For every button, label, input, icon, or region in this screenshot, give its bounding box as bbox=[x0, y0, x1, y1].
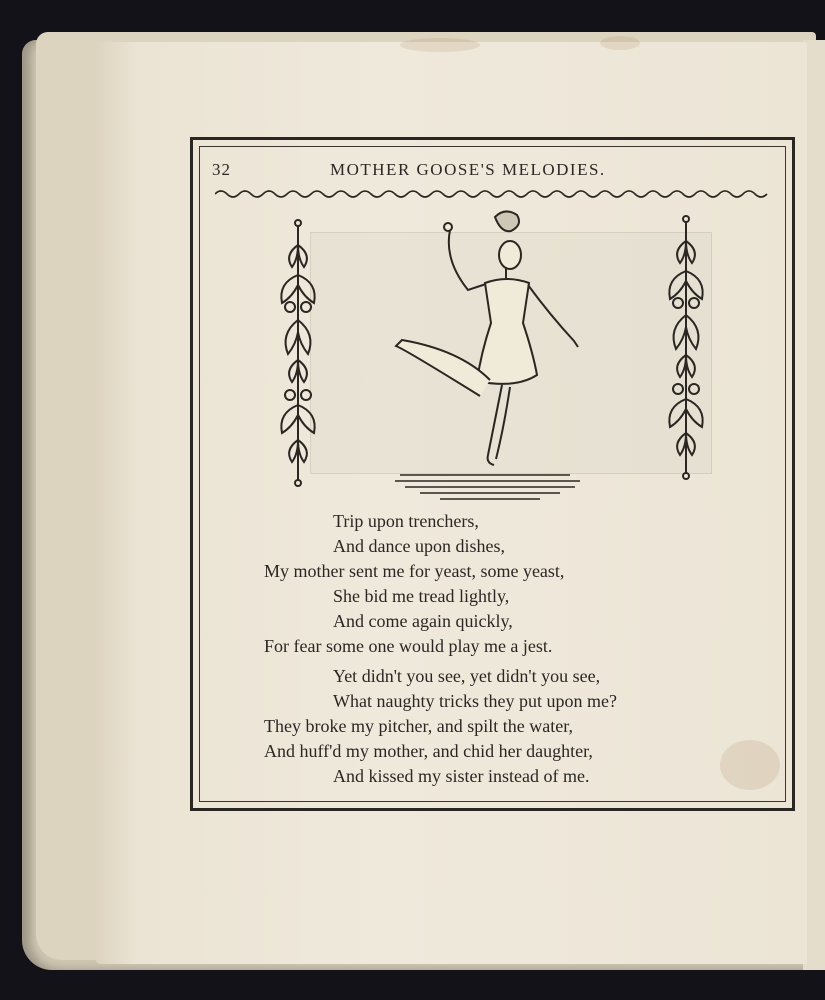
poem-line: My mother sent me for yeast, some yeast, bbox=[264, 561, 565, 581]
wavy-rule-icon bbox=[215, 184, 773, 200]
dancing-girl-icon bbox=[396, 211, 578, 465]
poem-line: Yet didn't you see, yet didn't you see, bbox=[333, 666, 601, 686]
page-number: 32 bbox=[212, 160, 231, 179]
illustration bbox=[270, 205, 720, 505]
floral-ornament-left-icon bbox=[281, 220, 314, 486]
poem-line: They broke my pitcher, and spilt the water, bbox=[264, 716, 573, 736]
running-title: MOTHER GOOSE'S MELODIES. bbox=[330, 160, 606, 179]
foxing-stain bbox=[600, 36, 640, 50]
poem-line: And huff'd my mother, and chid her daughter, bbox=[264, 741, 593, 761]
ground-shadow-icon bbox=[395, 475, 580, 499]
poem-line: And kissed my sister instead of me. bbox=[333, 766, 590, 786]
poem-line: And dance upon dishes, bbox=[333, 536, 505, 556]
floral-ornament-right-icon bbox=[669, 216, 702, 479]
poem-line: She bid me tread lightly, bbox=[333, 586, 510, 606]
poem-line: For fear some one would play me a jest. bbox=[264, 636, 553, 656]
poem-line: What naughty tricks they put upon me? bbox=[333, 691, 617, 711]
poem-line: Trip upon trenchers, bbox=[333, 511, 479, 531]
foxing-stain bbox=[400, 38, 480, 52]
poem-line: And come again quickly, bbox=[333, 611, 513, 631]
